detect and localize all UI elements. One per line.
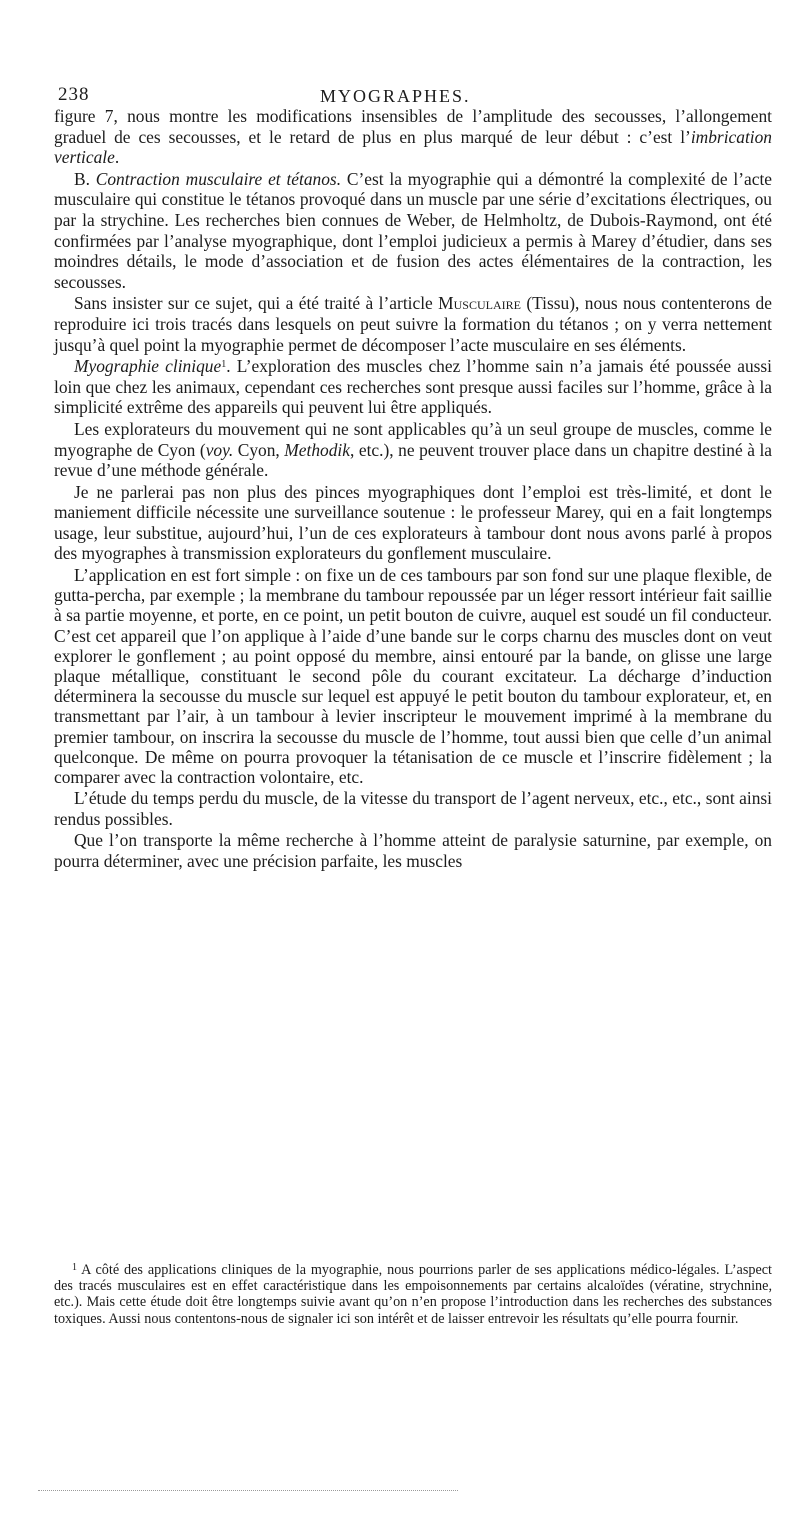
paragraph-9: Que l’on transporte la même recherche à l’homme atteint de paralysie saturnine, par exemple, on pourra déterminer, avec une précision parfaite, les muscles bbox=[54, 830, 772, 872]
paragraph-2: B. Contraction musculaire et tétanos. C’est la myographie qui a démontré la complexité de l’acte musculaire qui constitue le tétanos provoqué dans un muscle par une série d’excitations électriques, ou par la strychine. Les recherches bien connues de Weber, de Helmholtz, de Dubois-Raymond, ont été confirmées par l’analyse myographique, dont l’emploi judicieux a permis à Marey d’étudier, dans ses moindres détails, le mode d’association et de fusion des actes élémentaires de la contraction, les secousses. bbox=[54, 168, 772, 292]
footnote-ref: 1 bbox=[221, 359, 227, 371]
paragraph-4: Myographie clinique$^1$. L’exploration des muscles chez l’homme sain n’a jamais été poussée aussi loin que chez les animaux, cependant ces recherches sont presque aussi faciles sur l’homme, grâce à la simplicité extrême des appareils qui peuvent lui être appliqués. bbox=[54, 356, 773, 418]
page-number: 238 bbox=[58, 84, 90, 105]
main-text bbox=[54, 106, 772, 872]
paragraph-7: L’application en est fort simple : on fixe un de ces tambours par son fond sur une plaque flexible, de gutta-percha, par exemple ; la membrane du tambour repoussée par un léger ressort intérieur fait saillie à sa partie moyenne, et porte, en ce point, un petit bouton de cuivre, auquel est soudé un fil conducteur. C’est cet appareil que l’on applique à l’aide d’une bande sur le corps charnu des muscles dont on veut explorer le gonflement ; au point opposé du membre, ainsi entouré par la bande, on glisse une large plaque métallique, constituant le second pôle du courant excitateur. La décharge d’induction déterminera la secousse du muscle sur lequel est appuyé le petit bouton du tambour explorateur, et, en transmettant par l’air, à un tambour à levier inscripteur le mouvement imprimé à la membrane du premier tambour, on inscrira la secousse du muscle de l’homme, tout aussi bien que celle d’un animal quelconque. De même on pourra provoquer la tétanisation de ce muscle et l’inscrire fidèlement ; la comparer avec la contraction volontaire, etc. bbox=[54, 565, 772, 788]
paragraph-8: L’étude du temps perdu du muscle, de la vitesse du transport de l’agent nerveux, etc., etc., sont ainsi rendus possibles. bbox=[54, 788, 772, 829]
paragraph-6: Je ne parlerai pas non plus des pinces myographiques dont l’emploi est très-limité, et dont le maniement difficile nécessite une surveillance soutenue : le professeur Marey, qui en a fait longtemps usage, leur substitue, aujourd’hui, l’un de ces explorateurs à tambour dont nous avons parlé à propos des myographes à transmission explorateurs du gonflement musculaire. bbox=[54, 481, 772, 564]
paragraph-1: figure 7, nous montre les modifications insensibles de l’amplitude des secousses, l’allongement graduel de ces secousses, et le retard de plus en plus marqué de leur début : c’est l’imbrication verticale. bbox=[54, 106, 772, 168]
paragraph-3: Sans insister sur ce sujet, qui a été traité à l’article Musculaire (Tissu), nous nous contenterons de reproduire ici trois tracés dans lesquels on peut suivre la formation du tétanos ; on y verra nettement jusqu’à quel point la myographie permet de décomposer l’acte musculaire en ses éléments. bbox=[54, 293, 772, 355]
running-title: MYOGRAPHES. bbox=[320, 86, 471, 106]
footnote-1: $^1$ A côté des applications cliniques de la myographie, nous pourrions parler de ses applications médico-légales. L’aspect des tracés musculaires est en effet caractéristique dans les empoisonnements par certains alcaloïdes (vératine, strychnine, etc.). Mais cette étude doit être longtemps suivie avant qu’on n’en propose l’introduction dans les recherches des substances toxiques. Aussi nous contentons-nous de signaler ici son intérêt et de laisser entrevoir les résultats qu’elle pourra fournir. bbox=[54, 1262, 772, 1327]
footnotes bbox=[54, 1262, 772, 1327]
footnote-marker: 1 bbox=[72, 1262, 77, 1273]
paragraph-5: Les explorateurs du mouvement qui ne sont applicables qu’à un seul groupe de muscles, comme le myographe de Cyon (voy. Cyon, Methodik, etc.), ne peuvent trouver place dans un chapitre destiné à la revue d’une méthode générale. bbox=[54, 418, 772, 481]
bottom-rule bbox=[38, 1490, 458, 1491]
